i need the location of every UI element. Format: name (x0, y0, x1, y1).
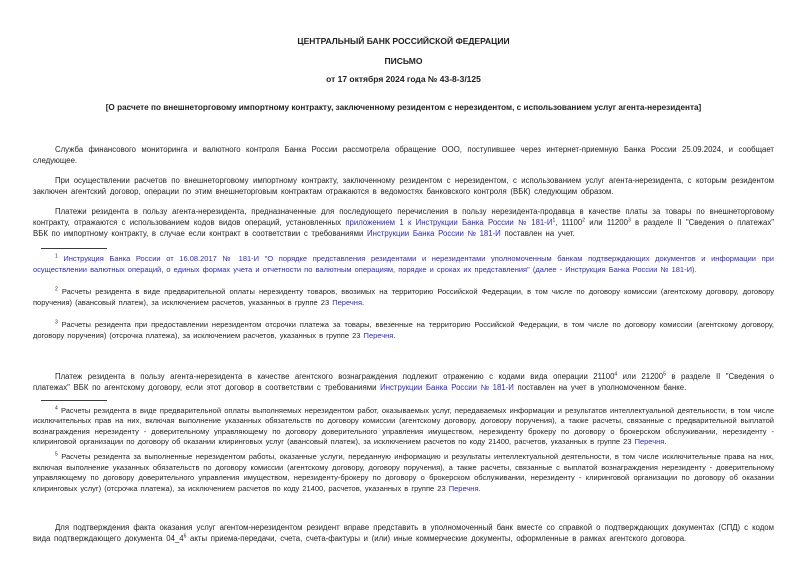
footnote-marker: 2 (582, 217, 585, 224)
footnote-marker: 3 (627, 217, 631, 224)
footnote-marker: 2 (55, 286, 58, 293)
footnote-marker: 4 (614, 370, 618, 377)
text-segment: Платежи резидента в пользу агента-нерезидента, предназначенные для последующего перечисления в пользу нерезидента-продавца в качестве платы за товары по внешнеторговому контракту, отражаются с использованием кодов видов операций, установленных (33, 207, 774, 227)
text-segment: поставлен на учет. (500, 229, 575, 238)
footnote-marker: 5 (663, 370, 666, 377)
text-segment: Расчеты резидента при предоставлении нерезидентом отсрочки платежа за товары, ввезенные на территорию Российской Федерации, в том числе по договору комиссии (агентскому договору, договору поручения) (отсрочка платежа), за исключением расчетов, указанных в группе 23 (33, 320, 774, 340)
text-segment: Для подтверждения факта оказания услуг агентом-нерезидентом резидент вправе представить в уполномоченный банк вместе со справкой о подтверждающих документах (СПД) с кодом вида подтверждающего документа 04_4 (33, 523, 774, 544)
paragraph-settlement-scheme (33, 175, 774, 197)
text-segment: Служба финансового мониторинга и валютного контроля Банка России рассмотрела обращение ООО, поступившее через интернет-приемную Банка России 25.09.2024, и сообщает следующее. (33, 145, 774, 165)
footnote-marker: 1 (55, 253, 58, 260)
org-title: ЦЕНТРАЛЬНЫЙ БАНК РОССИЙСКОЙ ФЕДЕРАЦИИ (297, 36, 510, 46)
footnote-marker: 3 (55, 319, 58, 326)
paragraph-intro (33, 144, 774, 166)
footnote-separator (41, 400, 107, 401)
footnote-1 (33, 254, 774, 275)
footnote-4 (33, 406, 774, 448)
text-segment: в разделе II "Сведения о платежах" ВБК по агентскому договору, если этот договор в соответствии с требованиями (33, 371, 774, 392)
text-segment: акты приема-передачи, счета, счета-фактуры и (или) иные коммерческие документы, оформленные в рамках агентского договора. (186, 534, 687, 544)
document-link[interactable]: Перечня (634, 437, 665, 447)
doc-date-number: от 17 октября 2024 года № 43-8-3/125 (326, 74, 481, 84)
doc-subject: [О расчете по внешнеторговому импортному контракту, заключенному резидентом с нерезидентом, с использованием услуг агента-нерезидента] (105, 103, 702, 112)
text-segment: Расчеты резидента за выполненные нерезидентом работы, оказанные услуги, переданную информацию и результаты интеллектуальной деятельности, в том числе исключительные права на них, включая выполнение указанных обязательств по договору комиссии (агентскому договору, договору поручения), а также расчеты, связанные с выплатой вознаграждения нерезиденту - доверительному управляющему по договору доверительного управления имуществом, нерезиденту-брокеру по договору о брокерском обслуживании, нерезиденту - клиринговой организации по договору об оказании клиринговых услуг) (отсрочка платежа), за исключением расчетов по коду 21400, расчетов, указанных в группе 23 (33, 451, 774, 493)
footnote-separator (41, 248, 107, 249)
text-segment: . (393, 330, 396, 340)
paragraph-agency-fee (33, 371, 774, 393)
text-segment: поставлен на учет в уполномоченном банке. (513, 382, 687, 392)
document-link[interactable]: Инструкция Банка России от 16.08.2017 № 181-И "О порядке представления резидентами и нерезидентами уполномоченным банкам подтверждающих документов и информации при осуществлении валютных операций, о единых формах учета и отчетности по валютным операциям, порядке и сроках их представления" (далее - Инструкция Банка России № 181-И). (33, 254, 774, 274)
text-segment: Платеж резидента в пользу агента-нерезидента в качестве агентского вознаграждения подлежит отражению с кодами вида операции 21100 (55, 371, 615, 381)
text-segment: . (664, 437, 667, 447)
footnote-3 (33, 320, 774, 341)
text-segment: в разделе II "Сведения о платежах" ВБК по импортному контракту, в случае если контракт в соответствии с требованиями (33, 218, 775, 238)
text-segment: , 11100 (555, 218, 583, 227)
footnote-2 (33, 287, 774, 308)
paragraph-confirmation-docs (33, 522, 774, 544)
text-segment: При осуществлении расчетов по внешнеторговому импортному контракту, заключенному резидентом с нерезидентом, с использованием услуг агента-нерезидента, с которым резидентом заключен агентский договор, операции по этим внешнеторговым контрактам отражаются в ведомостях банковского контроля (ВБК) следующим образом. (33, 176, 774, 196)
footnote-marker: 5 (55, 451, 58, 458)
document-link[interactable]: Перечня (448, 483, 479, 493)
text-segment: Расчеты резидента в виде предварительной оплаты нерезиденту товаров, ввозимых на территорию Российской Федерации, в том числе по договору комиссии (агентскому договору, договору поручения) (авансовый платеж), за исключением расчетов, указанных в группе 23 (33, 287, 774, 307)
text-segment: Расчеты резидента в виде предварительной оплаты выполняемых нерезидентом работ, оказываемых услуг, передаваемых информации и результатов интеллектуальной деятельности, в том числе исключительных прав на них, включая выполнение указанных обязательств по договору комиссии (агентскому договору, договору поручения), а также расчеты, связанные с предварительной выплатой вознаграждения нерезиденту - доверительному управляющему по договору доверительного управления имуществом, нерезиденту брокеру по договору о брокерском обслуживании, нерезиденту - клиринговой организации по договору об оказании клиринговых услуг (авансовый платеж), за исключением расчетов по коду 21400, расчетов, указанных в группе 23 (33, 405, 774, 447)
document-link[interactable]: приложением 1 к Инструкции Банка России № 181-И (345, 218, 553, 227)
text-segment: или 11200 (585, 218, 628, 227)
document-link[interactable]: Инструкции Банка России № 181-И (380, 382, 514, 392)
doc-type: ПИСЬМО (384, 56, 423, 66)
document-link[interactable]: Перечня (363, 330, 394, 340)
text-segment: . (362, 297, 365, 307)
document-link[interactable]: Перечня (332, 297, 362, 307)
footnote-marker: 6 (183, 533, 187, 540)
text-segment: . (478, 483, 481, 493)
paragraph-payment-codes (33, 206, 774, 239)
text-segment: или 21200 (617, 371, 664, 381)
document-link[interactable]: Инструкции Банка России № 181-И (367, 229, 501, 238)
footnote-marker: 1 (552, 217, 556, 224)
footnote-marker: 4 (55, 405, 58, 412)
footnote-5 (33, 452, 774, 494)
